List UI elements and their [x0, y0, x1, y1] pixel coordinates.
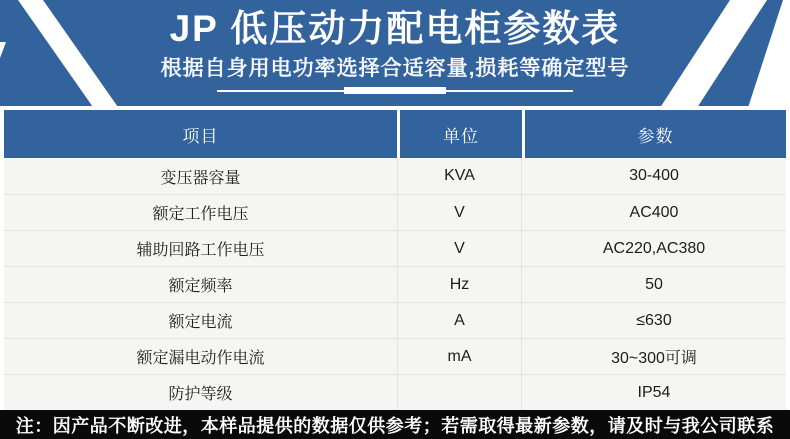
row-item-label: 额定频率	[168, 278, 233, 295]
table-row	[4, 158, 786, 194]
row-unit: V	[397, 195, 522, 230]
row-unit: A	[397, 303, 522, 338]
row-value: 50	[645, 275, 663, 293]
row-unit: Hz	[397, 267, 522, 302]
page-title: JP 低压动力配电柜参数表	[169, 8, 621, 49]
table-row	[4, 302, 786, 338]
table-row	[4, 194, 786, 230]
row-value: ≤630	[636, 311, 672, 329]
row-item-label: 额定漏电动作电流	[136, 350, 265, 367]
footer-note: 注：因产品不断改进，本样品提供的数据仅供参考；若需取得最新参数，请及时与我公司联系	[0, 410, 790, 439]
row-item-label: 变压器容量	[160, 169, 241, 187]
table-row	[4, 266, 786, 302]
row-unit: mA	[397, 339, 522, 374]
table-row	[4, 374, 786, 410]
row-unit: KVA	[397, 158, 522, 194]
column-header-unit: 单位	[400, 110, 522, 158]
row-item-label: 辅助回路工作电压	[136, 242, 265, 259]
title-divider	[217, 90, 573, 92]
table-row	[4, 338, 786, 374]
row-value: AC220,AC380	[602, 239, 706, 257]
column-header-item: 项目	[4, 110, 397, 158]
banner	[0, 0, 790, 106]
column-header-value: 参数	[525, 110, 786, 158]
spec-table-body	[4, 158, 786, 410]
row-unit	[397, 375, 522, 410]
row-value: 30~300可调	[611, 350, 697, 367]
row-value: IP54	[637, 383, 671, 401]
spec-table-header-row	[4, 110, 786, 158]
row-value: AC400	[629, 203, 679, 221]
row-unit: V	[397, 231, 522, 266]
title-divider-center	[344, 87, 446, 94]
row-value: 30-400	[629, 167, 679, 184]
row-item-label: 额定工作电压	[152, 206, 249, 223]
page-subtitle: 根据自身用电功率选择合适容量,损耗等确定型号	[160, 57, 630, 80]
row-item-label: 防护等级	[168, 386, 233, 403]
table-row	[4, 230, 786, 266]
row-item-label: 额定电流	[168, 314, 233, 331]
